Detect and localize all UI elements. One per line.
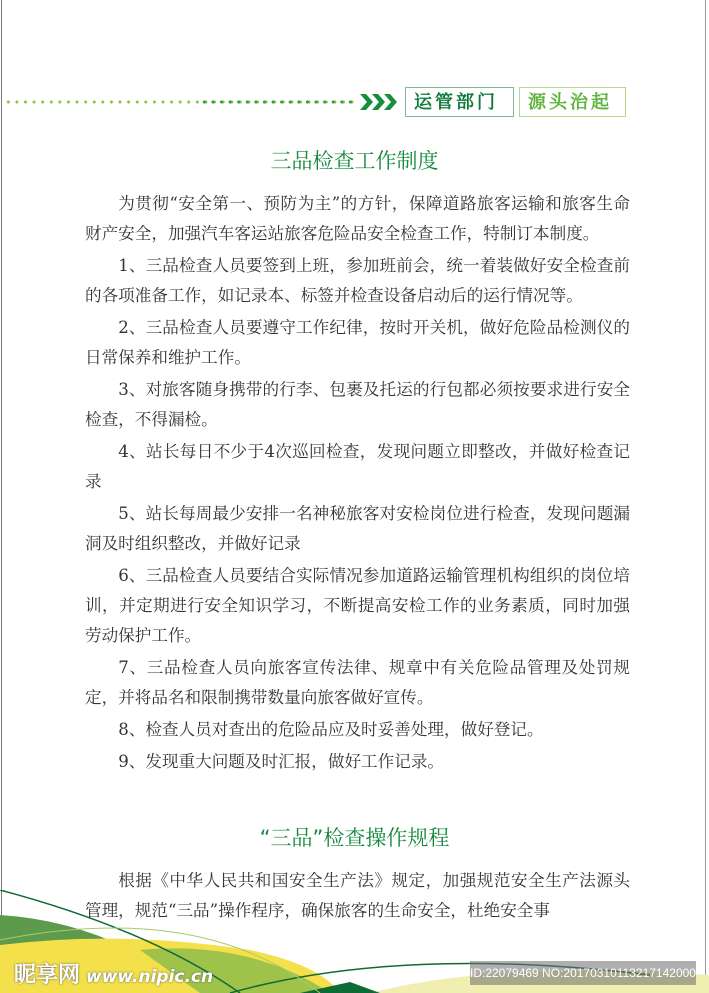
section-title-procedure: “三品”检查操作规程 (259, 826, 450, 850)
paragraph: 3、对旅客随身携带的行李、包裹及托运的行包都必须按要求进行安全检查，不得漏检。 (85, 380, 630, 429)
paragraph: 9、发现重大问题及时汇报，做好工作记录。 (118, 752, 445, 771)
watermark-url: www.nipic.cn (86, 967, 214, 987)
watermark-logo (14, 958, 213, 989)
paragraph: 6、三品检查人员要结合实际情况参加道路运输管理机构组织的岗位培训，并定期进行安全知识学习，不断提高安检工作的业务素质，同时加强劳动保护工作。 (85, 566, 630, 645)
watermark-id: ID:22079469 NO:20170310113217142000 (470, 961, 696, 985)
watermark-logo-text: 昵享网 (14, 963, 81, 988)
section-body-procedure (85, 866, 630, 928)
paragraph: 1、三品检查人员要签到上班，参加班前会，统一着装做好安全检查前的各项准备工作，如记录本、标签并检查设备启动后的运行情况等。 (85, 256, 630, 305)
tag-department: 运管部门 (405, 87, 514, 117)
paragraph: 4、站长每日不少于4次巡回检查，发现问题立即整改，并做好检查记录 (85, 442, 630, 491)
paragraph: 2、三品检查人员要遵守工作纪律，按时开关机，做好危险品检测仪的日常保养和维护工作。 (85, 318, 630, 367)
chevrons-icon (360, 92, 400, 112)
tag-source: 源头治起 (519, 87, 626, 117)
section-title-system: 三品检查工作制度 (270, 149, 439, 173)
paragraph: 7、三品检查人员向旅客宣传法律、规章中有关危险品管理及处罚规定，并将品名和限制携带数量向旅客做好宣传。 (85, 658, 630, 707)
dotted-line-dark (200, 100, 354, 104)
paragraph: 8、检查人员对查出的危险品应及时妥善处理，做好登记。 (118, 720, 544, 739)
paragraph: 为贯彻“安全第一、预防为主”的方针，保障道路旅客运输和旅客生命财产安全，加强汽车客运站旅客危险品安全检查工作，特制订本制度。 (85, 194, 630, 243)
paragraph: 5、站长每周最少安排一名神秘旅客对安检岗位进行检查，发现问题漏洞及时组织整改，并做好记录 (85, 504, 630, 553)
paragraph: 根据《中华人民共和国安全生产法》规定，加强规范安全生产法源头管理，规范“三品”操作程序，确保旅客的生命安全，杜绝安全事 (85, 871, 630, 920)
section-body-system (85, 189, 630, 779)
